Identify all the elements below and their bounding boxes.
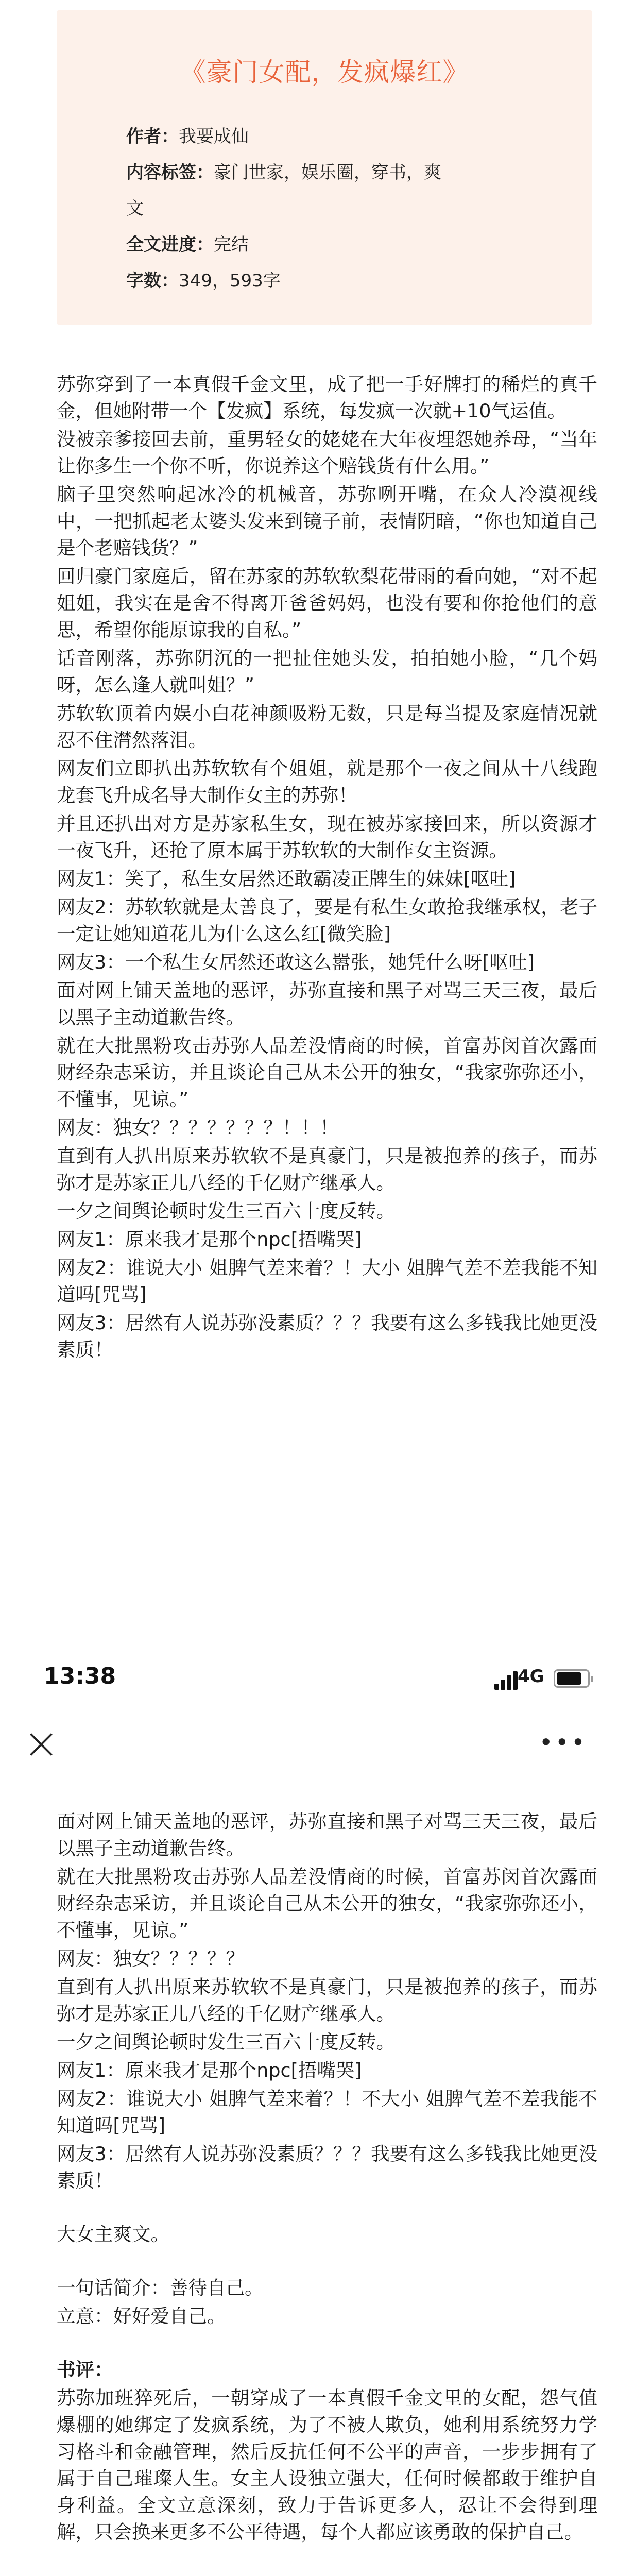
battery-icon [554, 1669, 590, 1688]
paragraph: 网友1：原来我才是那个npc[捂嘴哭] [57, 2059, 362, 2081]
paragraph: 网友1：原来我才是那个npc[捂嘴哭] [57, 1228, 362, 1250]
paragraph: 网友2：苏软软就是太善良了，要是有私生女敢抢我继承权，老子一定让她知道花儿为什么这么红[微笑脸] [57, 896, 597, 945]
close-icon[interactable] [26, 1728, 57, 1759]
paragraph: 网友3：一个私生女居然还敢这么嚣张，她凭什么呀[呕吐] [57, 951, 535, 973]
tags-row-cont: 文 [126, 198, 144, 219]
paragraph: 面对网上铺天盖地的恶评，苏弥直接和黑子对骂三天三夜，最后以黑子主动道歉告终。 [57, 1810, 597, 1859]
paragraph: 回归豪门家庭后，留在苏家的苏软软梨花带雨的看向她，“对不起姐姐，我实在是舍不得离开爸爸妈妈，也没有要和你抢他们的意思，希望你能原谅我的自私。” [57, 565, 597, 641]
clock: 13:38 [44, 1663, 116, 1689]
paragraph: 就在大批黑粉攻击苏弥人品差没情商的时候，首富苏闵首次露面财经杂志采访，并且谈论自己从未公开的独女，“我家弥弥还小，不懂事，见谅。” [57, 1866, 597, 1941]
paragraph: 网友3：居然有人说苏弥没素质？？？我要有这么多钱我比她更没素质！ [57, 2143, 597, 2192]
wordcount-row: 字数：349，593字 [126, 270, 281, 291]
paragraph: 网友3：居然有人说苏弥没素质？？？我要有这么多钱我比她更没素质！ [57, 1312, 597, 1361]
status-bar [0, 1649, 618, 1710]
paragraph: 网友2：谁说大小 姐脾气差来着？！不大小 姐脾气差不差我能不知道吗[咒骂] [57, 2088, 597, 2137]
review-text: 苏弥加班猝死后，一朝穿成了一本真假千金文里的女配，怨气值爆棚的她绑定了发疯系统，为了不被人欺负，她利用系统努力学习格斗和金融管理，然后反抗任何不公平的声音，一步步拥有了属于自己璀璨人生。女主人设独立强大，任何时候都敢于维护自身利益。全文立意深刻，致力于告诉更多人，忍让不会得到理解，只会换来更多不公平待遇，每个人都应该勇敢的保护自己。 [57, 2387, 597, 2543]
theme: 立意：好好爱自己。 [57, 2305, 226, 2327]
paragraph: 苏弥穿到了一本真假千金文里，成了把一手好牌打的稀烂的真千金，但她附带一个【发疯】系统，每发疯一次就+10气运值。 [57, 373, 597, 422]
article-body-top [57, 371, 597, 1365]
paragraph: 直到有人扒出原来苏软软不是真豪门，只是被抱养的孩子，而苏弥才是苏家正儿八经的千亿财产继承人。 [57, 1145, 597, 1194]
tagline: 大女主爽文。 [57, 2223, 169, 2245]
paragraph: 就在大批黑粉攻击苏弥人品差没情商的时候，首富苏闵首次露面财经杂志采访，并且谈论自己从未公开的独女，“我家弥弥还小，不懂事，见谅。” [57, 1035, 597, 1110]
paragraph: 直到有人扒出原来苏软软不是真豪门，只是被抱养的孩子，而苏弥才是苏家正儿八经的千亿财产继承人。 [57, 1976, 597, 2025]
book-info-card [57, 10, 592, 325]
progress-row: 全文进度：完结 [126, 234, 249, 255]
paragraph: 网友1：笑了，私生女居然还敢霸凌正牌生的妹妹[呕吐] [57, 868, 516, 890]
network-type: 4G [518, 1666, 544, 1687]
article-body-bottom [57, 1808, 597, 2547]
book-meta [126, 118, 569, 299]
one-line-intro: 一句话简介：善待自己。 [57, 2277, 264, 2299]
more-icon[interactable]: ••• [539, 1728, 587, 1756]
tags-row: 内容标签：豪门世家，娱乐圈，穿书，爽 [126, 162, 441, 183]
paragraph: 苏软软顶着内娱小白花神颜吸粉无数，只是每当提及家庭情况就忍不住潸然落泪。 [57, 702, 597, 751]
paragraph: 一夕之间舆论顿时发生三百六十度反转。 [57, 2031, 395, 2053]
paragraph: 脑子里突然响起冰冷的机械音，苏弥咧开嘴，在众人冷漠视线中，一把抓起老太婆头发来到镜子前，表情阴暗，“你也知道自己是个老赔钱货？” [57, 483, 597, 559]
paragraph: 一夕之间舆论顿时发生三百六十度反转。 [57, 1200, 395, 1222]
author-row: 作者：我要成仙 [126, 126, 249, 147]
signal-icon [494, 1669, 520, 1690]
paragraph: 面对网上铺天盖地的恶评，苏弥直接和黑子对骂三天三夜，最后以黑子主动道歉告终。 [57, 979, 597, 1028]
paragraph: 话音刚落，苏弥阴沉的一把扯住她头发，拍拍她小脸，“几个妈呀，怎么逢人就叫姐？” [57, 647, 597, 696]
paragraph: 网友：独女？？？？？ [57, 1947, 245, 1970]
paragraph: 网友：独女？？？？？？？！！！ [57, 1116, 339, 1139]
paragraph: 网友2：谁说大小 姐脾气差来着？！大小 姐脾气差不差我能不知道吗[咒骂] [57, 1257, 597, 1306]
book-title: 《豪门女配，发疯爆红》 [180, 57, 469, 87]
top-nav [0, 1710, 618, 1777]
paragraph: 网友们立即扒出苏软软有个姐姐，就是那个一夜之间从十八线跑龙套飞升成名导大制作女主的苏弥！ [57, 757, 597, 806]
paragraph: 没被亲爹接回去前，重男轻女的姥姥在大年夜埋怨她养母，“当年让你多生一个你不听，你说养这个赔钱货有什么用。” [57, 428, 597, 477]
paragraph: 并且还扒出对方是苏家私生女，现在被苏家接回来，所以资源才一夜飞升，还抢了原本属于苏软软的大制作女主资源。 [57, 812, 597, 861]
review-title: 书评： [57, 2359, 113, 2381]
